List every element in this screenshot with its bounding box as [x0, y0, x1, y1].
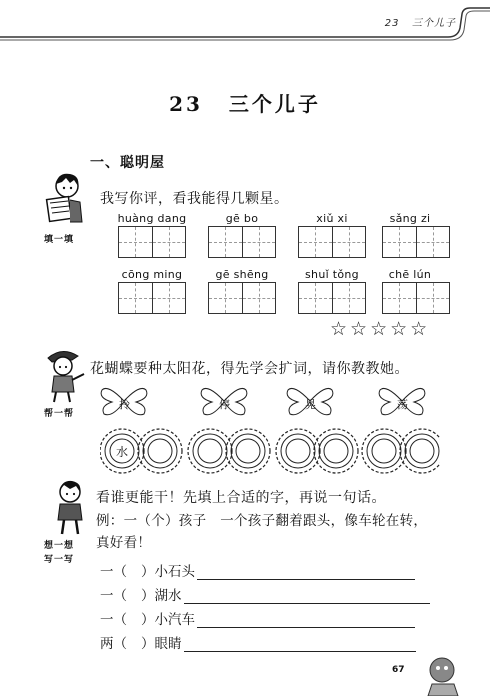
butterfly-char-4: 荡	[397, 398, 408, 411]
butterfly-1	[98, 384, 156, 424]
writing-grid-1[interactable]	[118, 226, 186, 258]
header-lesson-label	[385, 14, 456, 29]
fill-row-1-prefix: 一（	[100, 564, 127, 580]
part3-label-line1: 想一想	[44, 541, 75, 551]
writing-grid-7[interactable]	[298, 282, 366, 314]
section-heading: 一、聪明屋	[90, 155, 165, 171]
fill-row-4-prefix: 两（	[100, 636, 127, 652]
sentence-line-4[interactable]	[184, 637, 416, 652]
pinyin-2: gē bo	[225, 212, 259, 225]
page-number: 67	[392, 665, 405, 675]
header-lesson-num: 23	[384, 18, 400, 29]
pinyin-6: gē shēng	[215, 268, 269, 281]
sunflower-row	[100, 426, 440, 476]
corner-cartoon-decoration	[418, 652, 470, 696]
fill-row-2-prefix: 一（	[100, 588, 127, 604]
title-number: 23	[169, 92, 203, 116]
boy-with-hat-illustration	[38, 346, 90, 404]
writing-grid-3[interactable]	[298, 226, 366, 258]
writing-grid-6[interactable]	[208, 282, 276, 314]
example-line-1: 例：一（个）孩子 一个孩子翻着跟头，像车轮在转，	[96, 513, 428, 529]
sentence-line-2[interactable]	[184, 589, 430, 604]
fill-row-2	[100, 584, 430, 604]
sentence-line-1[interactable]	[197, 565, 415, 580]
rating-stars[interactable]: ☆☆☆☆☆	[330, 318, 431, 340]
pinyin-1: huàng dang	[117, 212, 187, 225]
butterfly-char-2: 停	[219, 398, 230, 411]
fill-row-3-prefix: 一（	[100, 612, 127, 628]
part3-label-line2: 写一写	[44, 555, 75, 565]
part1-instruction: 我写你评，看我能得几颗星。	[100, 191, 289, 207]
boy-reading-illustration	[40, 172, 90, 230]
header-lesson-title: 三个儿子	[412, 18, 456, 29]
butterfly-2	[198, 384, 256, 424]
fill-row-3-suffix: ）小汽车	[141, 612, 195, 628]
butterfly-char-3: 晃	[305, 398, 316, 411]
writing-grid-5[interactable]	[118, 282, 186, 314]
sunflower-char-1: 水	[116, 445, 129, 459]
fill-row-1-suffix: ）小石头	[141, 564, 195, 580]
part2-label: 帮一帮	[44, 409, 75, 419]
title-text: 三个儿子	[228, 92, 321, 116]
part1-label: 填一填	[44, 235, 75, 245]
fill-row-2-suffix: ）湖水	[141, 588, 182, 604]
sentence-line-3[interactable]	[197, 613, 415, 628]
page-title	[0, 88, 490, 117]
writing-grid-8[interactable]	[382, 282, 450, 314]
boy-writing-illustration	[48, 480, 90, 536]
pinyin-4: sǎng zi	[389, 212, 431, 225]
pinyin-7: shuǐ tǒng	[305, 268, 359, 281]
part2-instruction: 花蝴蝶要种太阳花，得先学会扩词，请你教教她。	[90, 361, 409, 377]
pinyin-8: chē lún	[388, 268, 432, 281]
butterfly-3	[284, 384, 342, 424]
pinyin-5: cōng ming	[121, 268, 183, 281]
fill-row-4	[100, 632, 416, 652]
part3-instruction: 看谁更能干！先填上合适的字，再说一句话。	[96, 490, 386, 506]
butterfly-char-1: 拎	[119, 398, 130, 411]
butterfly-4	[376, 384, 434, 424]
fill-row-1	[100, 560, 415, 580]
writing-grid-4[interactable]	[382, 226, 450, 258]
pinyin-3: xiǔ xi	[316, 212, 348, 225]
fill-row-3	[100, 608, 415, 628]
writing-grid-2[interactable]	[208, 226, 276, 258]
example-line-2: 真好看！	[96, 535, 152, 551]
fill-row-4-suffix: ）眼睛	[141, 636, 182, 652]
